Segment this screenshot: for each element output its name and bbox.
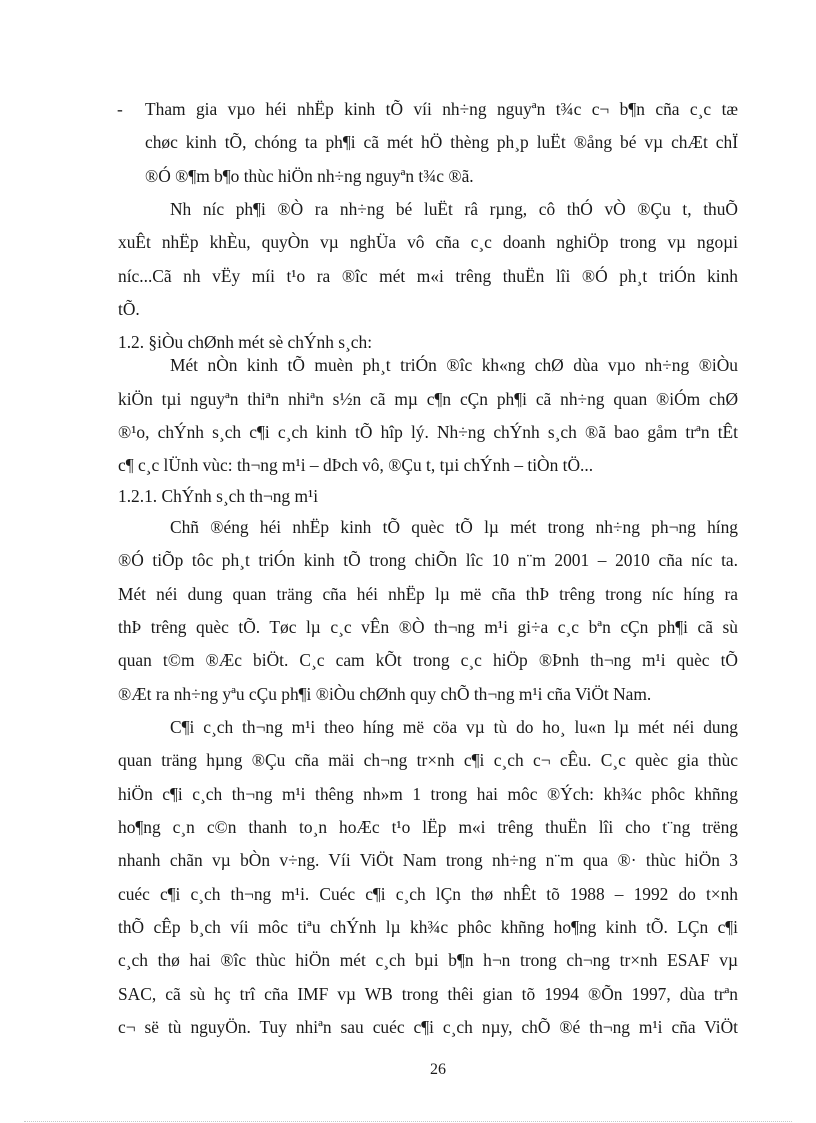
text-line: ®Ó tiÕp tôc ph¸t triÓn kinh tÕ trong chiÕn lîc 10 n¨m 2001 – 2010 cña níc ta.	[118, 550, 738, 570]
text-line: tÕ.	[118, 299, 140, 319]
text-line: Mét nÒn kinh tÕ muèn ph¸t triÓn ®îc kh«ng chØ dùa vµo nh÷ng ®iÒu	[170, 355, 738, 375]
subsection-heading: 1.2.1. ChÝnh s¸ch th¬ng m¹i	[118, 486, 319, 506]
list-bullet: -	[117, 99, 123, 119]
text-line: ®¹o, chÝnh s¸ch c¶i c¸ch kinh tÕ hîp lý. Nh÷ng chÝnh s¸ch ®ã bao gåm trªn tÊt	[118, 422, 738, 442]
text-line: ®Æt ra nh÷ng yªu cÇu ph¶i ®iÒu chØnh quy chÕ th¬ng m¹i cña ViÖt Nam.	[118, 684, 652, 704]
text-line: ®Ó ®¶m b¶o thùc hiÖn nh÷ng nguyªn t¾c ®ã.	[145, 166, 474, 186]
text-line: quan träng hµng ®Çu cña mäi ch¬ng tr×nh c¶i c¸ch c¬ cÊu. C¸c quèc gia thùc	[118, 750, 738, 770]
text-line: Chñ ®éng héi nhËp kinh tÕ quèc tÕ lµ mét trong nh÷ng ph¬ng híng	[170, 517, 738, 537]
text-line: kiÖn tµi nguyªn thiªn nhiªn s½n cã mµ c¶n cÇn ph¶i cã nh÷ng quan ®iÓm chØ	[118, 389, 738, 409]
text-line: C¶i c¸ch th¬ng m¹i theo híng më cöa vµ tù do ho¸ lu«n lµ mét néi dung	[170, 717, 738, 737]
text-line: hiÖn c¶i c¸ch th¬ng m¹i thêng nh»m 1 trong hai môc ®Ých: kh¾c phôc khñng	[118, 784, 738, 804]
text-line: c¶ c¸c lÜnh vùc: th¬ng m¹i – dÞch vô, ®Çu t, tµi chÝnh – tiÒn tÖ...	[118, 455, 594, 475]
text-line: Tham gia vµo héi nhËp kinh tÕ víi nh÷ng nguyªn t¾c c¬ b¶n cña c¸c tæ	[145, 99, 738, 119]
text-line: thÞ trêng quèc tÕ. Tøc lµ c¸c vÊn ®Ò th¬ng m¹i gi÷a c¸c bªn cÇn ph¶i cã sù	[118, 617, 738, 637]
text-line: ho¶ng c¸n c©n thanh to¸n hoÆc t¹o lËp m«i trêng thuËn lîi cho t¨ng trëng	[118, 817, 738, 837]
text-line: Mét néi dung quan träng cña héi nhËp lµ më cña thÞ trêng trong níc híng ra	[118, 584, 738, 604]
page-number: 26	[430, 1061, 446, 1078]
text-line: níc...Cã nh vËy míi t¹o ra ®îc mét m«i trêng thuËn lîi ®Ó ph¸t triÓn kinh	[118, 266, 738, 286]
text-line: chøc kinh tÕ, chóng ta ph¶i cã mét hÖ thèng ph¸p luËt ®ång bé vµ chÆt chÏ	[145, 132, 738, 152]
text-line: quan t©m ®Æc biÖt. C¸c cam kÕt trong c¸c hiÖp ®Þnh th¬ng m¹i quèc tÕ	[118, 650, 738, 670]
text-line: nhanh chãn vµ bÒn v÷ng. Víi ViÖt Nam trong nh÷ng n¨m qua ®· thùc hiÖn 3	[118, 850, 738, 870]
text-line: c¬ së tù nguyÖn. Tuy nhiªn sau cuéc c¶i c¸ch nµy, chÕ ®é th¬ng m¹i cña ViÖt	[118, 1017, 738, 1037]
section-heading: 1.2. §iÒu chØnh mét sè chÝnh s¸ch:	[118, 332, 373, 352]
text-line: xuÊt nhËp khÈu, quyÒn vµ nghÜa vô cña c¸c doanh nghiÖp trong vµ ngoµi	[118, 232, 738, 252]
text-line: thÕ cÊp b¸ch víi môc tiªu chÝnh lµ kh¾c phôc khñng ho¶ng kinh tÕ. LÇn c¶i	[118, 917, 738, 937]
text-line: c¸ch thø hai ®îc thùc hiÖn mét c¸ch bµi b¶n h¬n trong ch¬ng tr×nh ESAF vµ	[118, 950, 738, 970]
text-line: SAC, cã sù hç trî cña IMF vµ WB trong thêi gian tõ 1994 ®Õn 1997, dùa trªn	[118, 984, 738, 1004]
text-line: Nh níc ph¶i ®Ò ra nh÷ng bé luËt râ rµng, cô thÓ vÒ ®Çu t, thuÕ	[170, 199, 738, 219]
text-line: cuéc c¶i c¸ch th¬ng m¹i. Cuéc c¶i c¸ch lÇn thø nhÊt tõ 1988 – 1992 do t×nh	[118, 884, 738, 904]
page-footer-divider	[24, 1121, 792, 1122]
